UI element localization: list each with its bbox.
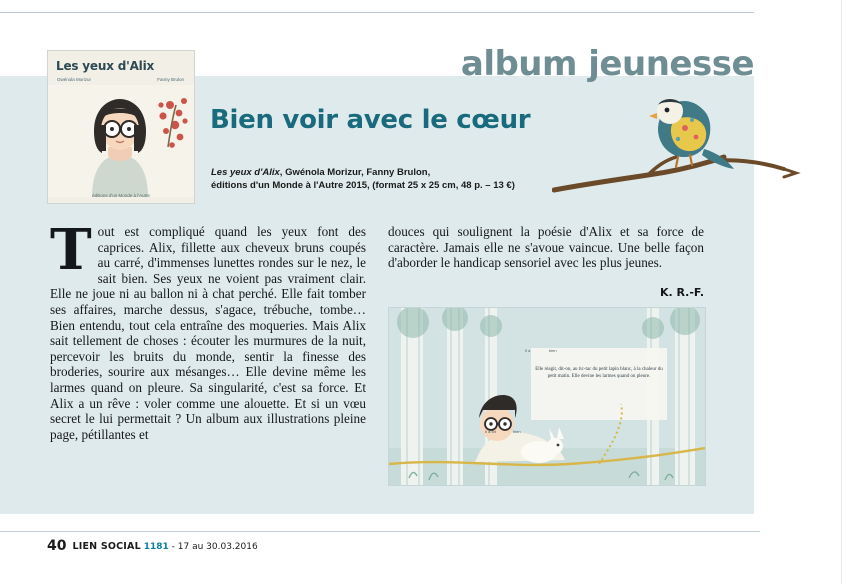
cover-author-left: Gwénola Morizur	[57, 77, 92, 82]
illustration-caption: Elle réagit, dit-on, au tic-tac du petit lapin blanc, à la chaleur du petit matin. Elle devine les larmes quand on pleure.	[535, 367, 663, 379]
credits-book-title: Les yeux d'Alix	[211, 167, 280, 178]
page-right-margin	[754, 0, 846, 584]
author-signature: K. R.-F.	[659, 286, 704, 299]
illustration-label-4: bien	[513, 429, 521, 434]
cover-artwork	[48, 85, 194, 197]
illustration-label-2: bien	[549, 348, 557, 353]
article-title: Bien voir avec le cœur	[210, 105, 531, 135]
issue-number: 1181	[143, 542, 169, 552]
page-footer	[47, 538, 258, 554]
body-column-left	[50, 217, 366, 442]
cover-title: Les yeux d'Alix	[56, 59, 155, 73]
credits-authors: , Gwénola Morizur, Fanny Brulon,	[279, 167, 431, 178]
cover-publisher: éditions d'un Monde à l'Autre	[92, 193, 150, 198]
page-number: 40	[47, 538, 67, 554]
body-text-right: douces qui soulignent la poésie d'Alix et sa force de caractère. Jamais elle ne s'avoue vaincue. Une belle façon d'aborder le handicap sensoriel avec les plus jeunes.	[388, 224, 704, 271]
cover-author-right: Fanny Brulon	[157, 77, 184, 82]
section-kicker: album jeunesse	[460, 44, 754, 84]
issue-date: - 17 au 30.03.2016	[171, 542, 258, 552]
credits-publisher-line: éditions d'un Monde à l'Autre 2015, (format 25 x 25 cm, 48 p. – 13 €)	[211, 180, 515, 191]
top-divider	[0, 12, 830, 13]
drop-cap: T	[50, 217, 92, 283]
inner-illustration	[388, 307, 706, 486]
footer-divider	[0, 531, 760, 532]
bird-on-branch-illustration	[552, 95, 802, 220]
book-credits	[211, 166, 541, 192]
page-edge-line	[841, 0, 842, 584]
body-column-right	[388, 224, 704, 271]
illustration-label-3: Il a tôt	[485, 429, 496, 434]
body-text-left: out est compliqué quand les yeux font des caprices. Alix, fillette aux cheveux bruns coupés au carré, d'immenses lunettes rondes sur le nez, le sait bien. Ses yeux ne voient pas vraiment clair. Elle ne joue ni au ballon ni à chat perché. Elle fait tomber ses affaires, marche dessus, s'agace, trébuche, tombe… Bien entendu, tout cela entraîne des moqueries. Mais Alix sait tellement de choses : écouter les murmures de la nuit, percevoir les bruits du monde, sentir la finesse des broderies, sourire aux mésanges… Elle devine même les larmes quand on pleure. Sa singularité, c'est sa force. Et Alix a un rêve : voler comme une alouette. Et si un vœu secret le lui permettait ? Un album aux illustrations pleine page, pétillantes et	[50, 224, 366, 442]
inner-illustration-artwork	[389, 308, 705, 485]
book-cover-image	[47, 50, 195, 204]
illustration-label-1: Il a	[525, 348, 531, 353]
magazine-name: LIEN SOCIAL	[72, 541, 141, 552]
